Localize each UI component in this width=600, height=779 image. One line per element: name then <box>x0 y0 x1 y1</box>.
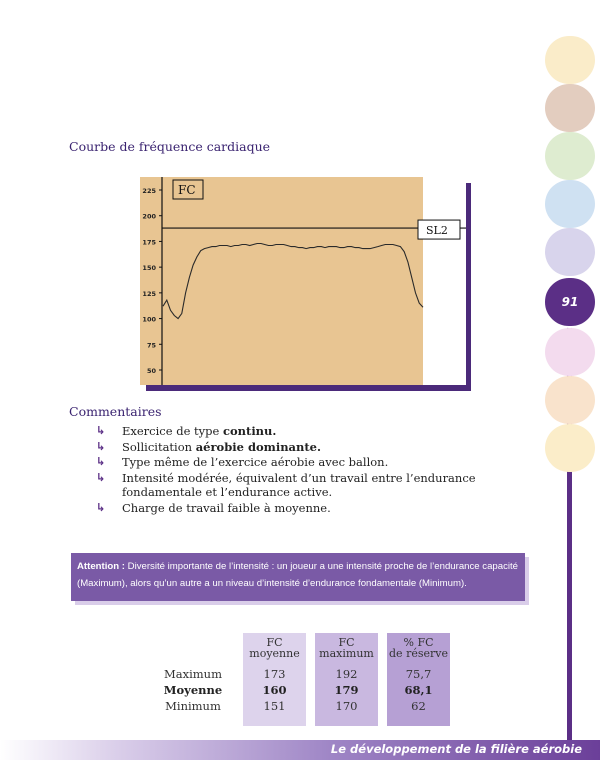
arrow-bullet-icon: ↳ <box>96 455 106 468</box>
side-tab-6[interactable] <box>545 328 595 376</box>
side-tab-8[interactable] <box>545 424 595 472</box>
comment-text: Type même de l’exercice aérobie avec ballon. <box>122 455 389 469</box>
table-cell: 173 <box>263 667 286 681</box>
table-cell: 170 <box>335 699 358 713</box>
chart-svg <box>140 177 466 385</box>
page-number-badge: 91 <box>543 276 597 328</box>
arrow-bullet-icon: ↳ <box>96 500 106 514</box>
side-tab-4[interactable] <box>545 180 595 228</box>
row-label-moyenne: Moyenne <box>163 683 223 697</box>
y-tick-label: 75 <box>146 341 156 350</box>
table-cell: 75,7 <box>405 667 432 681</box>
attention-box <box>71 553 525 601</box>
y-tick-label: 150 <box>142 264 156 273</box>
y-tick-label: 125 <box>142 289 156 298</box>
table-header: % FC de réserve <box>389 636 448 660</box>
heart-rate-chart <box>140 177 466 385</box>
footer-chapter-title: Le développement de la filière aérobie <box>330 742 582 756</box>
arrow-bullet-icon: ↳ <box>96 439 106 453</box>
attention-label: Attention : <box>77 561 125 572</box>
table-cell: 192 <box>335 667 358 681</box>
comment-item <box>94 501 534 516</box>
comment-text: Exercice de type <box>122 424 223 438</box>
chart-section-title: Courbe de fréquence cardiaque <box>69 139 271 154</box>
y-tick-label: 50 <box>146 367 156 375</box>
side-tab-2[interactable] <box>545 84 595 132</box>
heart-rate-series-line <box>163 244 423 319</box>
comment-text: Sollicitation <box>122 439 196 454</box>
arrow-bullet-icon: ↳ <box>96 470 106 484</box>
comment-bold-text: aérobie dominante. <box>195 439 322 454</box>
arrow-bullet-icon: ↳ <box>96 424 106 437</box>
side-tab-5[interactable] <box>545 228 595 276</box>
comment-item <box>94 440 534 455</box>
table-header: FC maximum <box>319 636 374 660</box>
row-label-maximum: Maximum <box>163 667 222 681</box>
y-tick-label: 225 <box>142 187 156 195</box>
table-cell: 151 <box>263 699 286 713</box>
table-cell: 179 <box>334 683 359 697</box>
side-tab-1[interactable] <box>545 36 595 84</box>
comment-text: Charge de travail faible à moyenne. <box>122 500 331 515</box>
table-cell: 160 <box>262 683 287 697</box>
comments-title: Commentaires <box>69 404 162 419</box>
table-cell: 68,1 <box>404 683 433 697</box>
comment-item <box>94 455 534 470</box>
side-tab-3[interactable] <box>545 132 595 180</box>
comment-item <box>94 424 534 439</box>
y-tick-label: 100 <box>142 315 156 324</box>
comment-bold-text: continu. <box>222 424 277 438</box>
attention-text: Diversité importante de l’intensité : un joueur a une intensité proche de l’endurance capacité (Maximum), alors qu’un autre a un niveau d’intensité d’endurance fondamentale (Minimum). <box>77 561 519 589</box>
y-tick-label: 200 <box>142 212 156 221</box>
table-cell: 62 <box>411 699 426 713</box>
row-label-minimum: Minimum <box>165 699 221 713</box>
table-header: FC moyenne <box>249 636 300 660</box>
comments-list <box>94 424 534 516</box>
side-tab-7[interactable] <box>545 376 595 424</box>
sl2-label: SL2 <box>426 224 448 238</box>
fc-axis-label: FC <box>178 183 196 197</box>
comment-item <box>94 471 534 500</box>
comment-text: Intensité modérée, équivalent d’un travail entre l’endurance fondamentale et l’endurance active. <box>122 470 476 499</box>
y-tick-label: 175 <box>142 238 156 247</box>
